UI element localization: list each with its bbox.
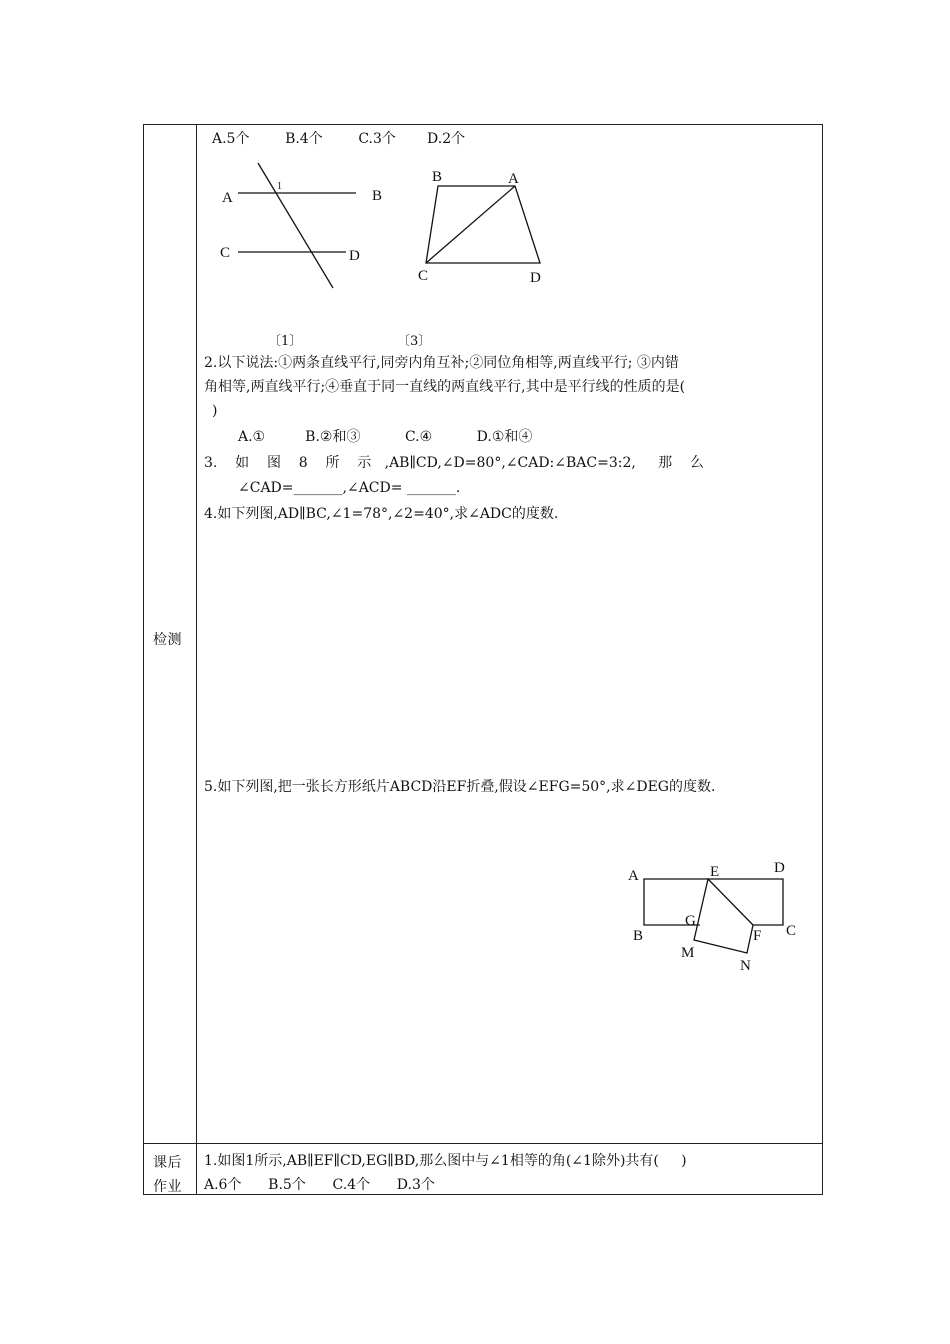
q3-line-2: ∠CAD=_______,∠ACD= _______.	[238, 480, 461, 496]
figure-3-trapezoid	[410, 164, 560, 289]
fig3-label-b: B	[432, 169, 443, 185]
q4-text: 4.如下列图,AD∥BC,∠1=78°,∠2=40°,求∠ADC的度数.	[204, 506, 559, 522]
fig3-label-d: D	[530, 270, 541, 286]
q3-line-1: 3. 如 图 8 所 示 ,AB∥CD,∠D=80°,∠CAD:∠BAC=3:2, 那 么	[204, 455, 704, 471]
column-divider	[196, 124, 197, 1195]
fig5-label-d: D	[774, 860, 785, 876]
q5-text: 5.如下列图,把一张长方形纸片ABCD沿EF折叠,假设∠EFG=50°,求∠DEG的度数.	[204, 779, 716, 795]
fig1-label-1: 1	[277, 181, 282, 192]
row-divider	[143, 1143, 823, 1144]
fig5-label-b: B	[633, 928, 644, 944]
q1-options: A.5个 B.4个 C.3个 D.2个	[212, 131, 466, 147]
fig1-label-c: C	[220, 245, 231, 261]
fig1-label-a: A	[222, 190, 233, 206]
diagonal-ca	[426, 186, 515, 263]
fig3-label-c: C	[418, 268, 429, 284]
figure-5-folded-rectangle	[620, 852, 810, 982]
folded-flap	[694, 879, 753, 953]
fig1-label-b-text: B	[372, 188, 383, 204]
q2-options: A.① B.②和③ C.④ D.①和④	[238, 429, 533, 445]
fig5-label-g: G	[685, 913, 696, 929]
fig5-label-e: E	[710, 864, 720, 880]
fig3-caption: 〔3〕	[397, 334, 432, 349]
transversal	[258, 163, 333, 288]
trapezoid-outline	[426, 186, 540, 263]
q2-line-3: )	[212, 403, 218, 419]
hw-options: A.6个 B.5个 C.4个 D.3个	[204, 1177, 435, 1193]
hw-line-1: 1.如图1所示,AB∥EF∥CD,EG∥BD,那么图中与∠1相等的角(∠1除外)共有( )	[204, 1153, 687, 1169]
fig5-label-f: F	[753, 928, 762, 944]
q2-line-2: 角相等,两直线平行;④垂直于同一直线的两直线平行,其中是平行线的性质的是(	[204, 379, 686, 395]
fig5-label-a: A	[628, 868, 639, 884]
section-label-check: 检测	[153, 632, 182, 648]
fig1-label-d: D	[349, 248, 360, 264]
fig5-label-c: C	[786, 923, 797, 939]
fig5-label-m: M	[681, 945, 695, 961]
figure-1-parallel-lines	[210, 158, 370, 293]
fig5-label-n: N	[740, 958, 751, 974]
fig1-caption: 〔1〕	[268, 334, 303, 349]
section-label-homework: 课后 作业	[153, 1155, 182, 1195]
fig3-label-a: A	[508, 171, 519, 187]
fig1-label-b-holder	[370, 185, 390, 205]
q2-line-1: 2.以下说法:①两条直线平行,同旁内角互补;②同位角相等,两直线平行; ③内错	[204, 355, 679, 371]
